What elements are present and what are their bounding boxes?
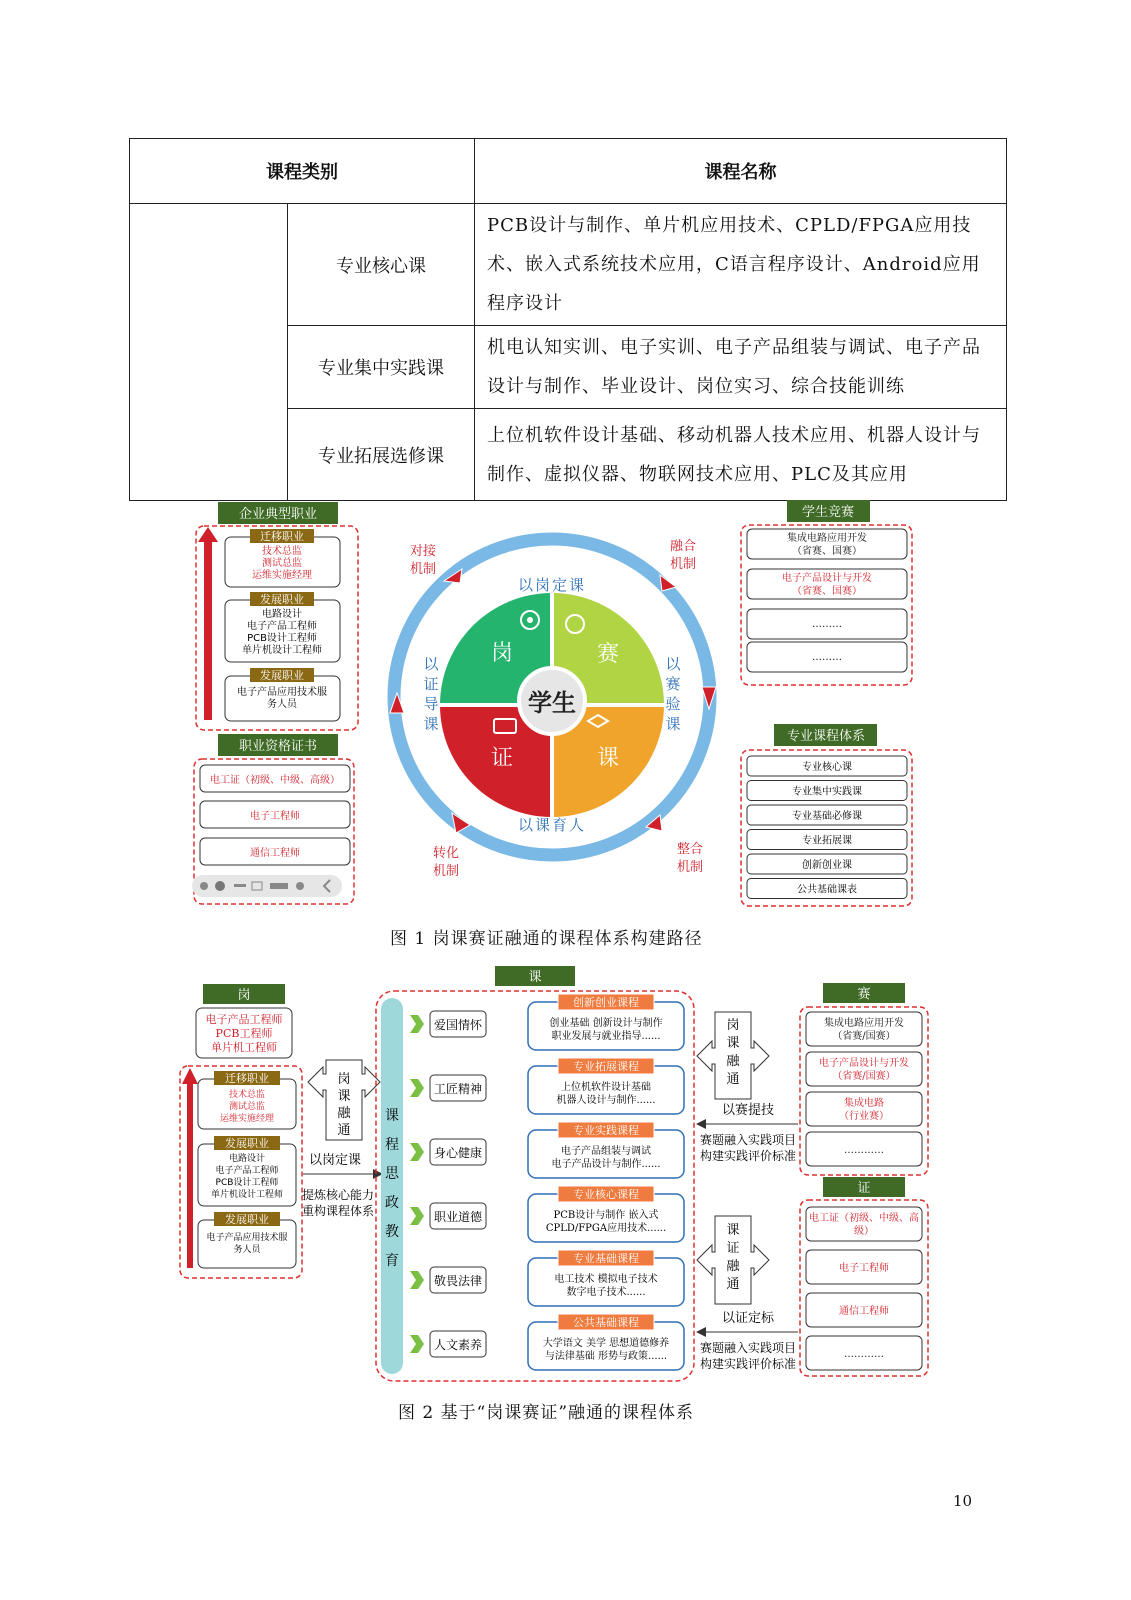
migrate-item: 测试总监 <box>262 558 302 569</box>
figure2-diagram <box>178 964 948 1399</box>
center-label: 学生 <box>528 689 576 717</box>
toolbar-dot-icon[interactable] <box>200 882 208 890</box>
circle-left-label <box>423 655 439 733</box>
quadrant-sai-label: 赛 <box>596 642 620 667</box>
saiti2-line: 构建实践评价标准 <box>699 1357 797 1371</box>
refine-line: 重构课程体系 <box>301 1204 375 1218</box>
sizheng-char: 政 <box>385 1195 399 1211</box>
comp-items <box>747 529 907 672</box>
dev2-item: 电子产品应用技术服 <box>237 687 327 698</box>
header-category: 课程类别 <box>130 139 475 204</box>
f2-dev-label: 发展职业 <box>225 1137 269 1150</box>
circle-left-char: 证 <box>423 675 439 693</box>
yizheng-label: 以证定标 <box>721 1311 775 1326</box>
category-practice: 专业集中实践课 <box>288 326 475 409</box>
group-line: PCB设计与制作 嵌入式 <box>553 1210 659 1221</box>
group-line: 职业发展与就业指导...... <box>551 1031 661 1042</box>
f2-dev2-item: 务人员 <box>233 1245 261 1255</box>
mech-tr-1: 融合 <box>669 539 697 554</box>
header-name: 课程名称 <box>475 139 1007 204</box>
course-item: 专业拓展课 <box>802 835 852 847</box>
sizheng-char: 育 <box>385 1253 399 1269</box>
sizheng-char: 思 <box>385 1166 399 1182</box>
group-label: 专业基础课程 <box>573 1252 639 1265</box>
f2-migrate-item: 运维实施经理 <box>219 1114 275 1124</box>
gang-arrow-bar <box>187 1082 193 1268</box>
course-title: 专业课程体系 <box>786 729 866 744</box>
value-item: 敬畏法律 <box>433 1274 483 1288</box>
comp-item: 集成电路应用开发 <box>787 533 867 544</box>
gang-arrow-head <box>182 1068 198 1084</box>
group-line: 创业基础 创新设计与制作 <box>549 1018 663 1029</box>
zheng_items-item: 电子工程师 <box>839 1263 889 1274</box>
play-icon[interactable] <box>215 881 225 891</box>
dev-item: PCB设计工程师 <box>247 633 317 644</box>
sai_items-item: （行业赛） <box>839 1111 889 1122</box>
target-icon-dot <box>527 617 533 623</box>
value-item: 人文素养 <box>433 1338 483 1352</box>
group-line: 大学语文 美学 思想道德修养 <box>542 1338 670 1349</box>
sai-title: 赛 <box>857 987 871 1002</box>
zheng_items-item: 通信工程师 <box>839 1306 889 1317</box>
category-core: 专业核心课 <box>288 204 475 326</box>
gkrt-char: 通 <box>337 1123 351 1138</box>
viewer-toolbar[interactable] <box>192 875 342 897</box>
comp-item: ……… <box>812 652 842 663</box>
dev2-item: 务人员 <box>267 699 297 710</box>
sizheng-bar <box>381 998 403 1374</box>
comp-item: （省赛、国赛） <box>792 586 862 597</box>
value-item: 职业道德 <box>433 1210 483 1224</box>
group-line: 机器人设计与制作...... <box>556 1095 656 1106</box>
gkrt2-char: 岗 <box>726 1018 740 1033</box>
gang-title: 岗 <box>237 988 251 1003</box>
course-names-core: PCB设计与制作、单片机应用技术、CPLD/FPGA应用技术、嵌入式系统技术应用，C语言程序设计、Android应用程序设计 <box>475 204 1007 326</box>
career-arrow-head <box>198 527 218 542</box>
course-item: 创新创业课 <box>802 860 852 871</box>
cert-item: 通信工程师 <box>250 848 300 859</box>
group-line: 上位机软件设计基础 <box>561 1082 651 1093</box>
gkrt-char: 岗 <box>337 1072 351 1087</box>
f2-migrate-item: 技术总监 <box>228 1090 266 1100</box>
zheng-title: 证 <box>857 1181 871 1196</box>
migrate-item: 运维实施经理 <box>252 570 312 581</box>
sai_items-item: ………… <box>844 1145 884 1156</box>
chevron-right-icon <box>410 1079 424 1097</box>
mech-tl-1: 对接 <box>409 544 437 559</box>
group-line: 电工技术 模拟电子技术 <box>554 1274 658 1285</box>
yigang-label: 以岗定课 <box>308 1153 362 1168</box>
sizheng-char: 教 <box>385 1224 399 1240</box>
mech-bl-1: 转化 <box>432 846 460 861</box>
course-items <box>747 756 907 899</box>
sizheng-char: 程 <box>385 1137 399 1153</box>
group-line: 电子产品组装与调试 <box>561 1146 651 1157</box>
group-label: 公共基础课程 <box>573 1316 639 1329</box>
saiti1-line: 构建实践评价标准 <box>699 1149 797 1163</box>
mech-br-1: 整合 <box>676 842 704 857</box>
chevron-right-icon <box>410 1335 424 1353</box>
comp-item: 电子产品设计与开发 <box>782 573 872 584</box>
migrate-label: 迁移职业 <box>260 530 304 543</box>
course-groups <box>528 994 684 1370</box>
sai_items-item: 集成电路 <box>844 1098 884 1109</box>
circle-left-char: 导 <box>423 695 439 713</box>
kzrt-char: 通 <box>726 1277 740 1292</box>
gkrt-char: 融 <box>337 1106 351 1121</box>
circle-right-char: 课 <box>665 715 681 733</box>
mech-tr-2: 机制 <box>669 557 697 572</box>
refine-line: 提炼核心能力 <box>301 1188 375 1202</box>
slider-icon[interactable] <box>270 883 288 889</box>
sai_items-item: （省赛/国赛） <box>832 1071 896 1082</box>
comp-item: ……… <box>812 619 842 630</box>
sizheng-char: 课 <box>385 1108 399 1124</box>
dev-item: 单片机设计工程师 <box>242 645 322 656</box>
chevron-right-icon <box>410 1015 424 1033</box>
group-label: 专业拓展课程 <box>573 1060 639 1073</box>
f2-migrate-label: 迁移职业 <box>225 1072 269 1085</box>
values-list <box>410 1011 486 1357</box>
course-names-elective: 上位机软件设计基础、移动机器人技术应用、机器人设计与制作、虚拟仪器、物联网技术应用、PLC及其应用 <box>475 409 1007 501</box>
gkrt-char: 课 <box>337 1089 351 1104</box>
ke-title: 课 <box>528 970 542 985</box>
category-blank <box>130 204 288 501</box>
dev-label: 发展职业 <box>260 593 304 606</box>
course-item: 公共基础课表 <box>797 884 857 896</box>
sai_items-item: 集成电路应用开发 <box>824 1018 904 1029</box>
kzrt-char: 融 <box>726 1259 740 1274</box>
comp-item: （省赛、国赛） <box>792 546 862 557</box>
circle-left-char: 以 <box>423 655 439 673</box>
figure1-diagram <box>190 497 940 922</box>
saiti2-line: 赛题融入实践项目 <box>699 1341 797 1355</box>
cert-item: 电子工程师 <box>250 811 300 822</box>
migrate-item: 技术总监 <box>262 546 302 557</box>
gang-item: PCB工程师 <box>215 1027 273 1040</box>
zheng_items-item: 级） <box>854 1226 874 1237</box>
dev-item: 电子产品工程师 <box>247 621 317 632</box>
f2-dev2-label: 发展职业 <box>225 1213 269 1226</box>
circle-right-char: 验 <box>665 695 681 713</box>
category-elective: 专业拓展选修课 <box>288 409 475 501</box>
yizheng-arrowhead <box>696 1327 706 1337</box>
pen-icon[interactable] <box>234 884 246 887</box>
circle-left-char: 课 <box>423 715 439 733</box>
circle-right-label <box>665 655 681 733</box>
f2-dev-item: PCB设计工程师 <box>215 1178 279 1188</box>
group-label: 创新创业课程 <box>573 996 639 1009</box>
gang-item: 单片机工程师 <box>211 1041 277 1054</box>
mech-br-2: 机制 <box>676 860 704 875</box>
circle-right-char: 赛 <box>665 675 681 693</box>
sai_items-item: 电子产品设计与开发 <box>819 1058 909 1069</box>
kzrt-char: 课 <box>726 1223 740 1238</box>
quadrant-zheng-label: 证 <box>490 746 514 771</box>
chevron-right-icon <box>410 1271 424 1289</box>
dev-item: 电路设计 <box>262 609 302 620</box>
zheng-items <box>806 1207 922 1370</box>
course-table <box>129 138 1007 501</box>
sai-items <box>806 1012 922 1166</box>
saiti1-line: 赛题融入实践项目 <box>699 1133 797 1147</box>
circle-right-char: 以 <box>665 655 681 673</box>
cert-title: 职业资格证书 <box>238 739 318 754</box>
group-label: 专业实践课程 <box>573 1124 639 1137</box>
chevron-right-icon <box>410 1143 424 1161</box>
comp-title: 学生竞赛 <box>801 505 855 520</box>
circle-top-label: 以岗定课 <box>517 576 587 594</box>
mech-bl-2: 机制 <box>432 864 460 879</box>
dev2-label: 发展职业 <box>260 669 304 682</box>
group-line: CPLD/FPGA应用技术...... <box>545 1223 667 1234</box>
cert-item: 电工证（初级、中级、高级） <box>210 775 340 786</box>
page-number: 10 <box>953 1492 973 1510</box>
gang-item: 电子产品工程师 <box>205 1013 283 1026</box>
group-line: 与法律基础 形势与政策...... <box>544 1351 668 1362</box>
yisai-label: 以赛提技 <box>721 1103 775 1118</box>
zheng_items-item: 电工证（初级、中级、高 <box>809 1213 919 1224</box>
left-title: 企业典型职业 <box>238 507 318 522</box>
figure1-caption: 图 1 岗课赛证融通的课程体系构建路径 <box>390 929 703 949</box>
toolbar-dot2-icon[interactable] <box>296 882 304 890</box>
quadrant-ke-label: 课 <box>596 746 620 771</box>
group-line: 数字电子技术...... <box>566 1287 646 1298</box>
gkrt2-char: 课 <box>726 1036 740 1051</box>
chevron-right-icon <box>410 1207 424 1225</box>
figure2-caption: 图 2 基于“岗课赛证”融通的课程体系 <box>398 1403 695 1423</box>
gkrt2-char: 融 <box>726 1054 740 1069</box>
yisai-arrowhead <box>696 1119 706 1129</box>
f2-dev-item: 电路设计 <box>228 1154 266 1164</box>
gkrt2-char: 通 <box>726 1072 740 1087</box>
sai_items-item: （省赛/国赛） <box>832 1031 896 1042</box>
f2-dev2-box <box>198 1220 296 1268</box>
group-line: 电子产品设计与制作...... <box>551 1159 661 1170</box>
value-item: 爱国情怀 <box>433 1018 483 1032</box>
mech-tl-2: 机制 <box>409 562 437 577</box>
course-names-practice: 机电认知实训、电子实训、电子产品组装与调试、电子产品设计与制作、毕业设计、岗位实习、综合技能训练 <box>475 326 1007 409</box>
zheng_items-item: ………… <box>844 1349 884 1360</box>
circle-bottom-label: 以课育人 <box>517 816 587 834</box>
f2-migrate-item: 测试总监 <box>228 1102 266 1112</box>
career-arrow-bar <box>204 538 212 720</box>
course-item: 专业集中实践课 <box>792 786 862 798</box>
f2-dev2-item: 电子产品应用技术服 <box>206 1233 288 1243</box>
kzrt-char: 证 <box>726 1241 740 1256</box>
course-item: 专业核心课 <box>802 762 852 773</box>
value-item: 工匠精神 <box>433 1082 483 1096</box>
course-item: 专业基础必修课 <box>792 811 862 822</box>
f2-dev-item: 单片机设计工程师 <box>210 1190 284 1200</box>
f2-dev-item: 电子产品工程师 <box>215 1166 279 1176</box>
quadrant-gang-label: 岗 <box>490 641 514 666</box>
value-item: 身心健康 <box>433 1146 483 1160</box>
group-label: 专业核心课程 <box>573 1188 639 1201</box>
